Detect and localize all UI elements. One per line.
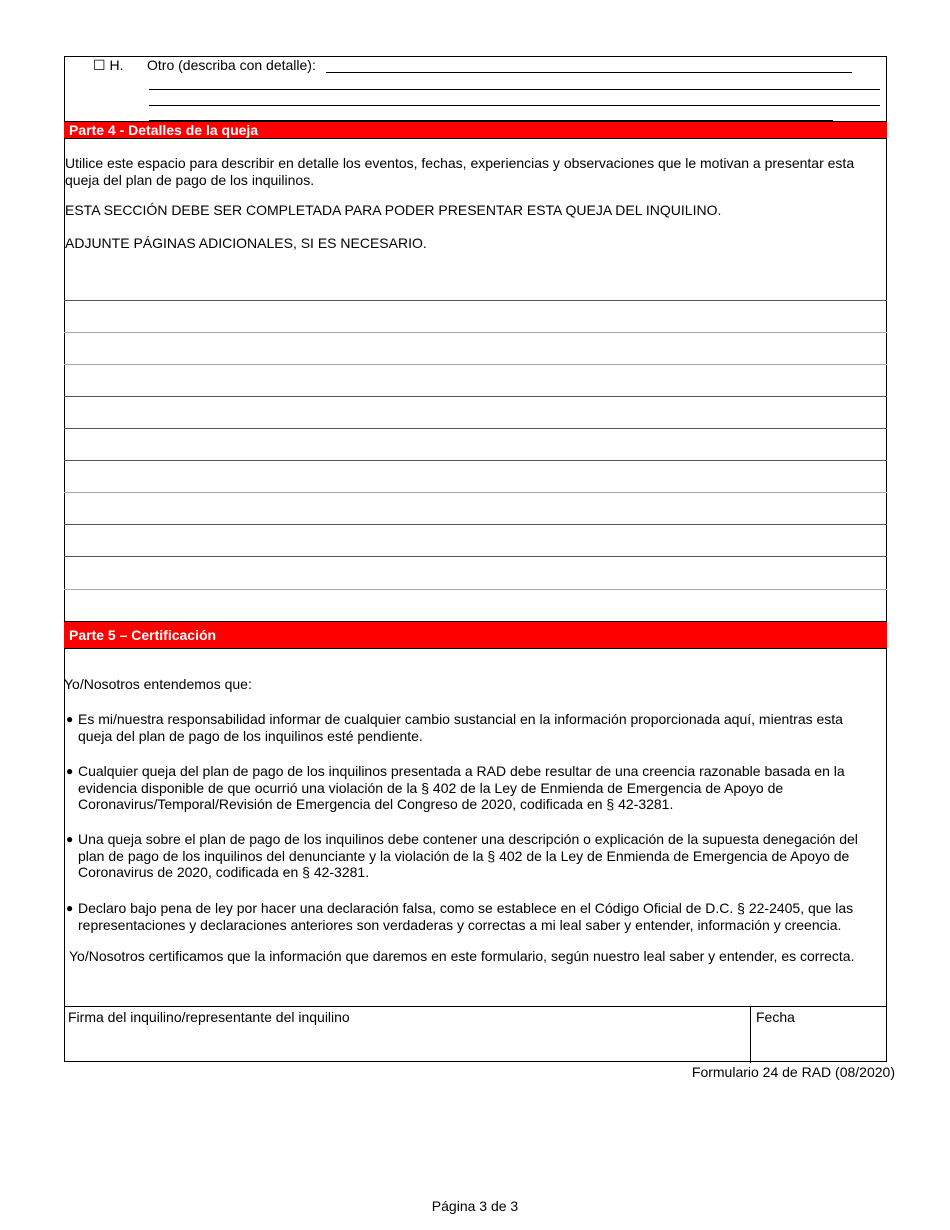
signature-divider [750,1007,751,1063]
complaint-line[interactable] [64,589,887,590]
bullet-icon: ● [66,712,74,726]
signature-label: Firma del inquilino/representante del inquilino [68,1009,350,1025]
certification-item [66,711,881,744]
certification-item-text: Declaro bajo pena de ley por hacer una declaración falsa, como se establece en el Código Oficial de D.C. § 22-2405, que las representaciones y declaraciones anteriores son verdaderas y correctas a mi leal saber y entender, información y creencia. [78,900,854,933]
item-h-label: Otro (describa con detalle): [147,57,316,73]
complaint-line[interactable] [64,300,887,301]
part5-intro: Yo/Nosotros entendemos que: [64,676,252,692]
item-h-input-line-1[interactable] [326,72,852,73]
bullet-icon: ● [66,901,74,915]
part4-header: Parte 4 - Detalles de la queja [64,121,887,139]
item-h-input-line-3[interactable] [149,105,880,106]
complaint-line[interactable] [64,332,887,333]
complaint-line[interactable] [64,396,887,397]
part4-must-complete: ESTA SECCIÓN DEBE SER COMPLETADA PARA PODER PRESENTAR ESTA QUEJA DEL INQUILINO. [65,202,722,218]
form-identifier: Formulario 24 de RAD (08/2020) [691,1064,895,1080]
complaint-line[interactable] [64,364,887,365]
complaint-line[interactable] [64,556,887,557]
certification-item-text: Una queja sobre el plan de pago de los inquilinos debe contener una descripción o explicación de la supuesta denegación del plan de pago de los inquilinos del denunciante y la violación de la § 402 de la Ley de Enmienda de Emergencia de Apoyo de Coronavirus de 2020, codificada en § 42-3281. [78,831,858,880]
complaint-line[interactable] [64,460,887,461]
complaint-line[interactable] [64,492,887,493]
complaint-line[interactable] [64,428,887,429]
date-label: Fecha [756,1009,795,1025]
checkbox-icon[interactable]: ☐ [93,57,106,73]
certification-item-text: Cualquier queja del plan de pago de los inquilinos presentada a RAD debe resultar de una creencia razonable basada en la evidencia disponible de que ocurrió una violación de la § 402 de la Ley de Enmienda de Emergencia de Apoyo de Coronavirus/Temporal/Revisión de Emergencia del Congreso de 2020, codificada en § 42-3281. [78,763,845,812]
bullet-icon: ● [66,832,74,846]
certification-statement: Yo/Nosotros certificamos que la información que daremos en este formulario, según nuestro leal saber y entender, es correcta. [69,948,855,964]
certification-item [66,900,881,933]
part4-intro: Utilice este espacio para describir en detalle los eventos, fechas, experiencias y observaciones que le motivan a presentar esta queja del plan de pago de los inquilinos. [65,155,855,188]
item-h-letter: H. [109,57,124,73]
certification-item-text: Es mi/nuestra responsabilidad informar de cualquier cambio sustancial en la información proporcionada aquí, mientras esta queja del plan de pago de los inquilinos esté pendiente. [78,711,843,744]
certification-item [66,831,881,881]
page-number: Página 3 de 3 [431,1198,519,1214]
item-h-input-line-2[interactable] [149,89,880,90]
signature-row [64,1006,887,1063]
complaint-line[interactable] [64,524,887,525]
part5-header: Parte 5 – Certificación [64,621,887,649]
certification-item [66,763,881,813]
bullet-icon: ● [66,764,74,778]
part4-attach-note: ADJUNTE PÁGINAS ADICIONALES, SI ES NECESARIO. [65,235,427,251]
item-h-checkbox[interactable] [93,57,123,74]
